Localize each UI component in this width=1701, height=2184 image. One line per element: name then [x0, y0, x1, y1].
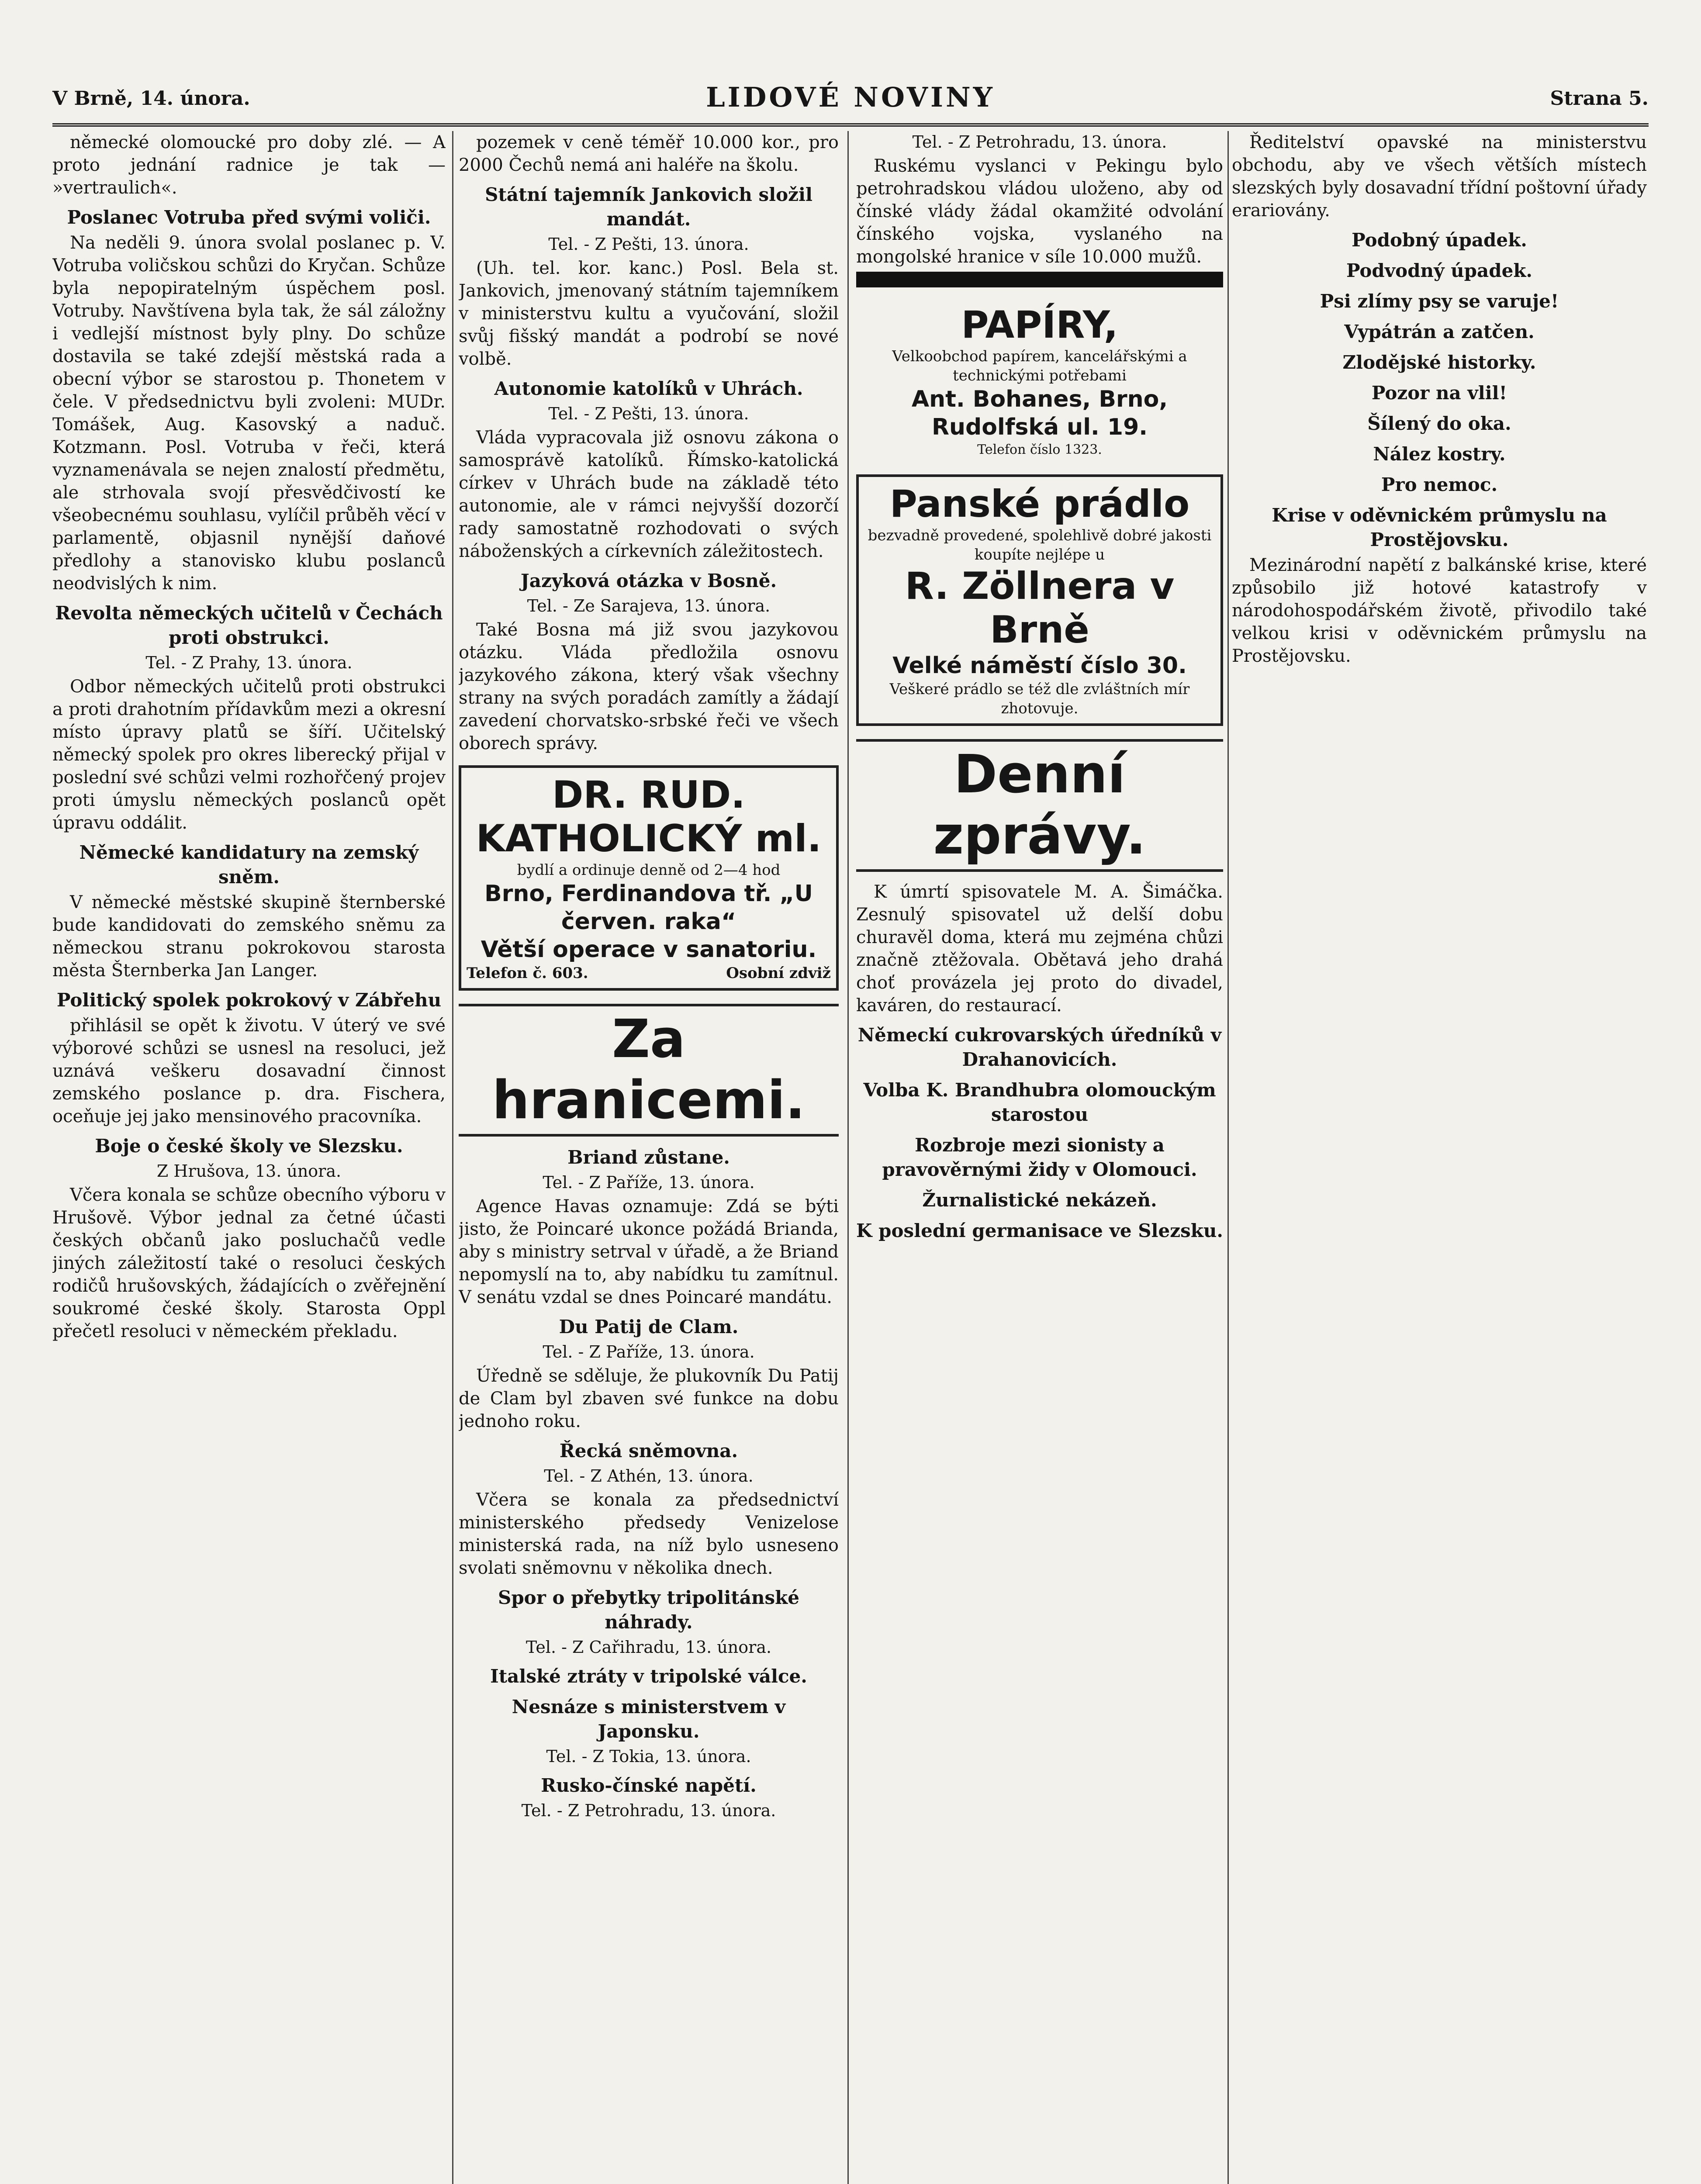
article-headline: Šílený do oka. [1367, 413, 1511, 434]
article-dateline: Tel. - Z Tokia, 13. února. [546, 1747, 751, 1766]
article-dateline: Tel. - Z Pešti, 13. února. [548, 235, 749, 254]
ad-papiry-title: PAPÍRY, [961, 303, 1118, 347]
ad-operations: Větší operace v sanatoriu. [481, 936, 817, 963]
article-headline: Podobný úpadek. [1352, 229, 1527, 251]
article-headline: Politický spolek pokrokový v Zábřehu [56, 989, 442, 1011]
column-divider [452, 131, 453, 2184]
ad-rule [856, 272, 1223, 287]
column-2 [459, 131, 839, 2184]
article-headline: Podvodný úpadek. [1346, 260, 1533, 281]
article-headline: Německí cukrovarských úředníků v Drahanovicích. [857, 1024, 1222, 1070]
article-paragraph: Také Bosna má již svou jazykovou otázku. Vláda předložila osnovu jazykového zákona, který však všechny strany na svých poradách zamítly a žádají zavedení chorvatsko-srbské řeči ve všech oborech správy. [459, 620, 839, 753]
article-paragraph: Mezinárodní napětí z balkánské krise, které způsobilo již hotové katastrofy v národohospodářském životě, přivodilo také velkou krisi v oděvnickém průmyslu na Prostějovsku. [1232, 555, 1647, 666]
section-title: Za hranicemi. [459, 1004, 839, 1137]
article-headline: Briand zůstane. [567, 1147, 730, 1168]
article-headline: Krise v oděvnickém průmyslu na Prostějovsku. [1272, 505, 1607, 550]
ad-pradlo-address: Velké náměstí číslo 30. [892, 653, 1187, 679]
article-paragraph: pozemek v ceně téměř 10.000 kor., pro 2000 Čechů nemá ani haléře na školu. [459, 132, 839, 175]
article-headline: Nesnáze s ministerstvem v Japonsku. [512, 1696, 786, 1742]
article-headline: Autonomie katolíků v Uhrách. [494, 378, 803, 399]
column-divider [1227, 131, 1229, 2184]
header-page-number: Strana 5. [1550, 87, 1649, 110]
article-dateline: Tel. - Z Paříže, 13. února. [543, 1342, 755, 1362]
article-dateline: Tel. - Z Paříže, 13. února. [543, 1173, 755, 1192]
header-title: LIDOVÉ NOVINY [706, 81, 995, 113]
article-paragraph: Úředně se sděluje, že plukovník Du Patij de Clam byl zbaven své funkce na dobu jednoho roku. [459, 1366, 839, 1431]
article-headline: Boje o české školy ve Slezsku. [95, 1135, 403, 1157]
article-headline: Zlodějské historky. [1342, 352, 1536, 373]
article-headline: Du Patij de Clam. [559, 1316, 739, 1337]
article-paragraph: Včera konala se schůze obecního výboru v Hrušově. Výbor jednal za četné účasti českých občanů jako posluchačů vedle jiných záležitostí také o resoluci českých rodičů hrušovských, žádajících o zvěřejnění soukromé české školy. Starosta Oppl přečetl resoluci v německém překladu. [52, 1185, 446, 1341]
advertisement-papiry [856, 298, 1223, 464]
column-1 [52, 131, 446, 2184]
ad-pradlo-desc: bezvadně provedené, spolehlivě dobré jakosti koupíte nejlépe u [868, 527, 1212, 563]
article-headline: Spor o přebytky tripolitánské náhrady. [498, 1587, 799, 1633]
article-headline: Vypátrán a zatčen. [1344, 321, 1535, 342]
ad-address: Brno, Ferdinandova tř. „U červen. raka“ [484, 881, 813, 935]
article-headline: K poslední germanisace ve Slezsku. [856, 1220, 1223, 1241]
ad-pradlo-title: Panské prádlo [889, 482, 1190, 526]
article-paragraph: (Uh. tel. kor. kanc.) Posl. Bela st. Jankovich, jmenovaný státním tajemníkem v ministerstvu kultu a vyučování, složil svůj fišský mandát a podrobí se nové volbě. [459, 258, 839, 369]
article-headline: Státní tajemník Jankovich složil mandát. [485, 184, 812, 230]
article-headline: Nález kostry. [1373, 443, 1506, 465]
article-dateline: Tel. - Ze Sarajeva, 13. února. [527, 596, 771, 615]
ad-pradlo-note: Veškeré prádlo se též dle zvláštních mír zhotovuje. [889, 681, 1190, 717]
ad-pradlo-firm: R. Zöllnera v Brně [905, 564, 1175, 652]
ad-papiry-firm: Ant. Bohanes, Brno, Rudolfská ul. 19. [911, 386, 1168, 440]
header-date: V Brně, 14. února. [52, 87, 250, 110]
article-paragraph: Včera se konala za předsednictví ministerského předsedy Venizelose ministerská rada, na níž bylo usneseno svolati sněmovnu v několika dnech. [459, 1490, 839, 1578]
article-dateline: Tel. - Z Athén, 13. února. [544, 1466, 754, 1486]
article-paragraph: V německé městské skupině šternberské bude kandidovati do zemského sněmu za německou stranu pokrokovou starosta města Šternberka Jan Langer. [52, 892, 446, 981]
article-headline: Revolta německých učitelů v Čechách proti obstrukci. [55, 602, 443, 648]
article-paragraph: Ředitelství opavské na ministerstvu obchodu, aby ve všech větších místech slezských byly dosavadní třídní poštovní úřady erariovány. [1232, 132, 1647, 221]
ad-hours: bydlí a ordinuje denně od 2—4 hod [517, 861, 781, 879]
ad-name: DR. RUD. KATHOLICKÝ ml. [476, 773, 822, 860]
article-headline: Italské ztráty v tripolské válce. [490, 1666, 807, 1687]
article-headline: Žurnalistické nekázeň. [922, 1189, 1157, 1211]
ad-contact-row [467, 964, 831, 983]
article-headline: Německé kandidatury na zemský sněm. [79, 842, 419, 888]
article-headline: Psi zlímy psy se varuje! [1320, 290, 1559, 312]
article-paragraph: Ruskému vyslanci v Pekingu bylo petrohradskou vládou uloženo, aby od čínské vlády žádal okamžité odvolání čínského vojska, vyslaného na mongolské hranice v síle 10.000 mužů. [856, 156, 1223, 267]
article-dateline: Tel. - Z Pešti, 13. února. [548, 404, 749, 423]
column-4 [1232, 131, 1647, 2184]
article-dateline: Z Hrušova, 13. února. [156, 1161, 342, 1181]
article-headline: Rusko-čínské napětí. [541, 1775, 757, 1796]
article-headline: Volba K. Brandhubra olomouckým starostou [863, 1079, 1216, 1125]
article-paragraph: Na neděli 9. února svolal poslanec p. V. Votruba voličskou schůzi do Kryčan. Schůze byla nepopiratelným úspěchem posl. Votruby. Navštívena byla tak, že sál záložny i vedlejší místnost byly plny. Do schůze dostavila se také zdejší městská rada a obecní výbor se starostou p. Thonetem v čele. V předsednictvu byli zvoleni: MUDr. Tomášek, Aug. Kasovský a naduč. Kotzmann. Posl. Votruba v řeči, která vyznamenávala se nejen znalostí předmětu, ale strhovala svojí přesvědčivostí ke všeobecnému souhlasu, vylíčil průběh věcí v parlamentě, objasnil nynější daňové předlohy a stanovisko klubu poslanců neodvislých k nim. [52, 233, 446, 594]
article-paragraph: K úmrtí spisovatele M. A. Šimáčka. Zesnulý spisovatel už delší dobu churavěl doma, která mu zejména chůzi značně ztěžovala. Obětavá jeho drahá choť provázela jej proto do divadel, kaváren, do restaurací. [856, 882, 1223, 1016]
ad-elevator: Osobní zdviž [726, 964, 831, 982]
ad-telephone: Telefon č. 603. [467, 964, 588, 982]
advertisement-katholicky [459, 765, 839, 991]
article-dateline: Tel. - Z Petrohradu, 13. února. [912, 132, 1167, 152]
column-3 [856, 131, 1223, 2184]
column-divider [847, 131, 849, 2184]
ad-papiry-desc: Velkoobchod papírem, kancelářskými a technickými potřebami [892, 348, 1187, 384]
article-dateline: Tel. - Z Cařihradu, 13. února. [526, 1638, 772, 1657]
article-headline: Řecká sněmovna. [559, 1440, 738, 1462]
advertisement-panske-pradlo [856, 474, 1223, 726]
article-headline: Pro nemoc. [1381, 474, 1498, 495]
article-headline: Pozor na vlil! [1371, 382, 1507, 404]
article-paragraph: německé olomoucké pro doby zlé. — A proto jednání radnice je tak — »vertraulich«. [52, 132, 446, 198]
article-paragraph: Vláda vypracovala již osnovu zákona o samosprávě katolíků. Římsko-katolická církev v Uhrách bude na základě této autonomie, ale v rámci nejvyšší dozorčí rady samostatně rozhodovati o svých náboženských a církevních záležitostech. [459, 428, 839, 561]
article-paragraph: přihlásil se opět k životu. V úterý ve své výborové schůzi se usnesl na resoluci, jež uznává veškeru dosavadní činnost zemského poslance p. dra. Fischera, oceňuje jej jako mensinového pracovníka. [52, 1016, 446, 1127]
masthead-rule [52, 123, 1649, 127]
article-paragraph: Agence Havas oznamuje: Zdá se býti jisto, že Poincaré ukonce požádá Brianda, aby s ministry setrval v úřadě, a že Briand nepomyslí na to, aby nabídku tu zamítnul. V senátu vzdal se dnes Poincaré mandátu. [459, 1196, 839, 1307]
article-headline: Poslanec Votruba před svými voliči. [67, 207, 431, 228]
section-title: Denní zprávy. [856, 739, 1223, 872]
article-headline: Jazyková otázka v Bosně. [520, 570, 777, 591]
article-paragraph: Odbor německých učitelů proti obstrukci a proti drahotním přídavkům mezi a okresní místo úpravy platů se šíří. Učitelský německý spolek pro okres liberecký přijal v poslední své schůzi velmi rozhořčený projev proti úmyslu německých poslanců opět úpravu oddálit. [52, 677, 446, 833]
article-dateline: Tel. - Z Petrohradu, 13. února. [521, 1801, 776, 1820]
article-dateline: Tel. - Z Prahy, 13. února. [145, 653, 353, 672]
masthead [52, 79, 1649, 122]
article-headline: Rozbroje mezi sionisty a pravověrnými židy v Olomouci. [882, 1134, 1197, 1180]
ad-papiry-phone: Telefon číslo 1323. [977, 442, 1102, 457]
